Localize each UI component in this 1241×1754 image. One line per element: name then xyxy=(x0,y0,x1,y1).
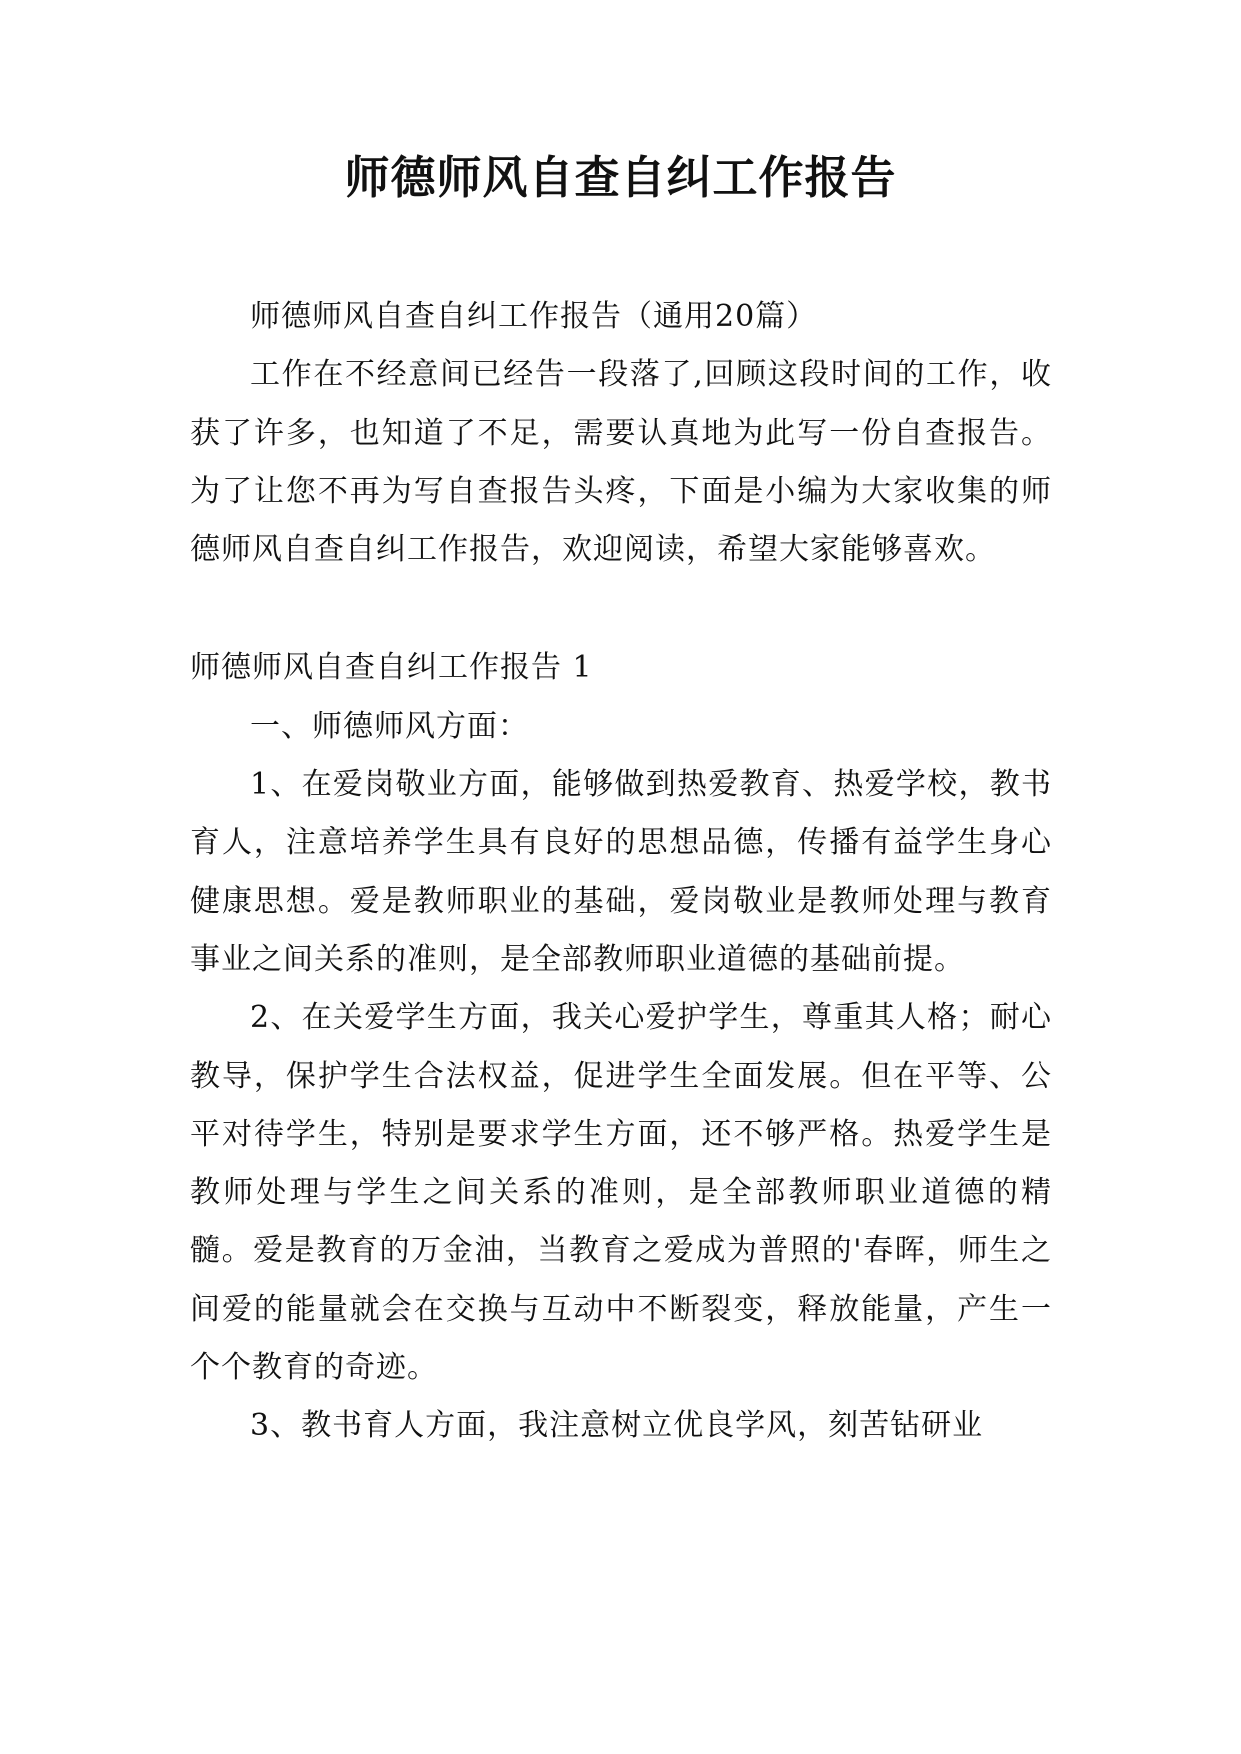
body-paragraph-1: 1、在爱岗敬业方面，能够做到热爱教育、热爱学校，教书育人，注意培养学生具有良好的思想品德，传播有益学生身心健康思想。爱是教师职业的基础，爱岗敬业是教师处理与教育事业之间关系的准则，是全部教师职业道德的基础前提。 xyxy=(190,767,1052,977)
intro-paragraph: 工作在不经意间已经告一段落了,回顾这段时间的工作，收获了许多，也知道了不足，需要认真地为此写一份自查报告。为了让您不再为写自查报告头疼，下面是小编为大家收集的师德师风自查自纠工作报告，欢迎阅读，希望大家能够喜欢。 xyxy=(190,357,1052,568)
document-subtitle: 师德师风自查自纠工作报告（通用20篇） xyxy=(250,299,818,334)
document-title: 师德师风自查自纠工作报告 xyxy=(344,151,897,204)
body-paragraph-2: 2、在关爱学生方面，我关心爱护学生，尊重其人格；耐心教导，保护学生合法权益，促进学生全面发展。但在平等、公平对待学生，特别是要求学生方面，还不够严格。热爱学生是教师处理与学生之间关系的准则，是全部教师职业道德的精髓。爱是教育的万金油，当教育之爱成为普照的'春晖，师生之间爱的能量就会在交换与互动中不断裂变，释放能量，产生一个个教育的奇迹。 xyxy=(190,1000,1052,1386)
body-paragraph-3: 3、教书育人方面，我注意树立优良学风，刻苦钻研业 xyxy=(250,1408,984,1444)
section-heading: 师德师风自查自纠工作报告 1 xyxy=(190,650,593,686)
document-body xyxy=(190,288,1052,1456)
section-spacer xyxy=(190,579,1052,639)
sub-heading: 一、师德师风方面： xyxy=(250,708,529,744)
